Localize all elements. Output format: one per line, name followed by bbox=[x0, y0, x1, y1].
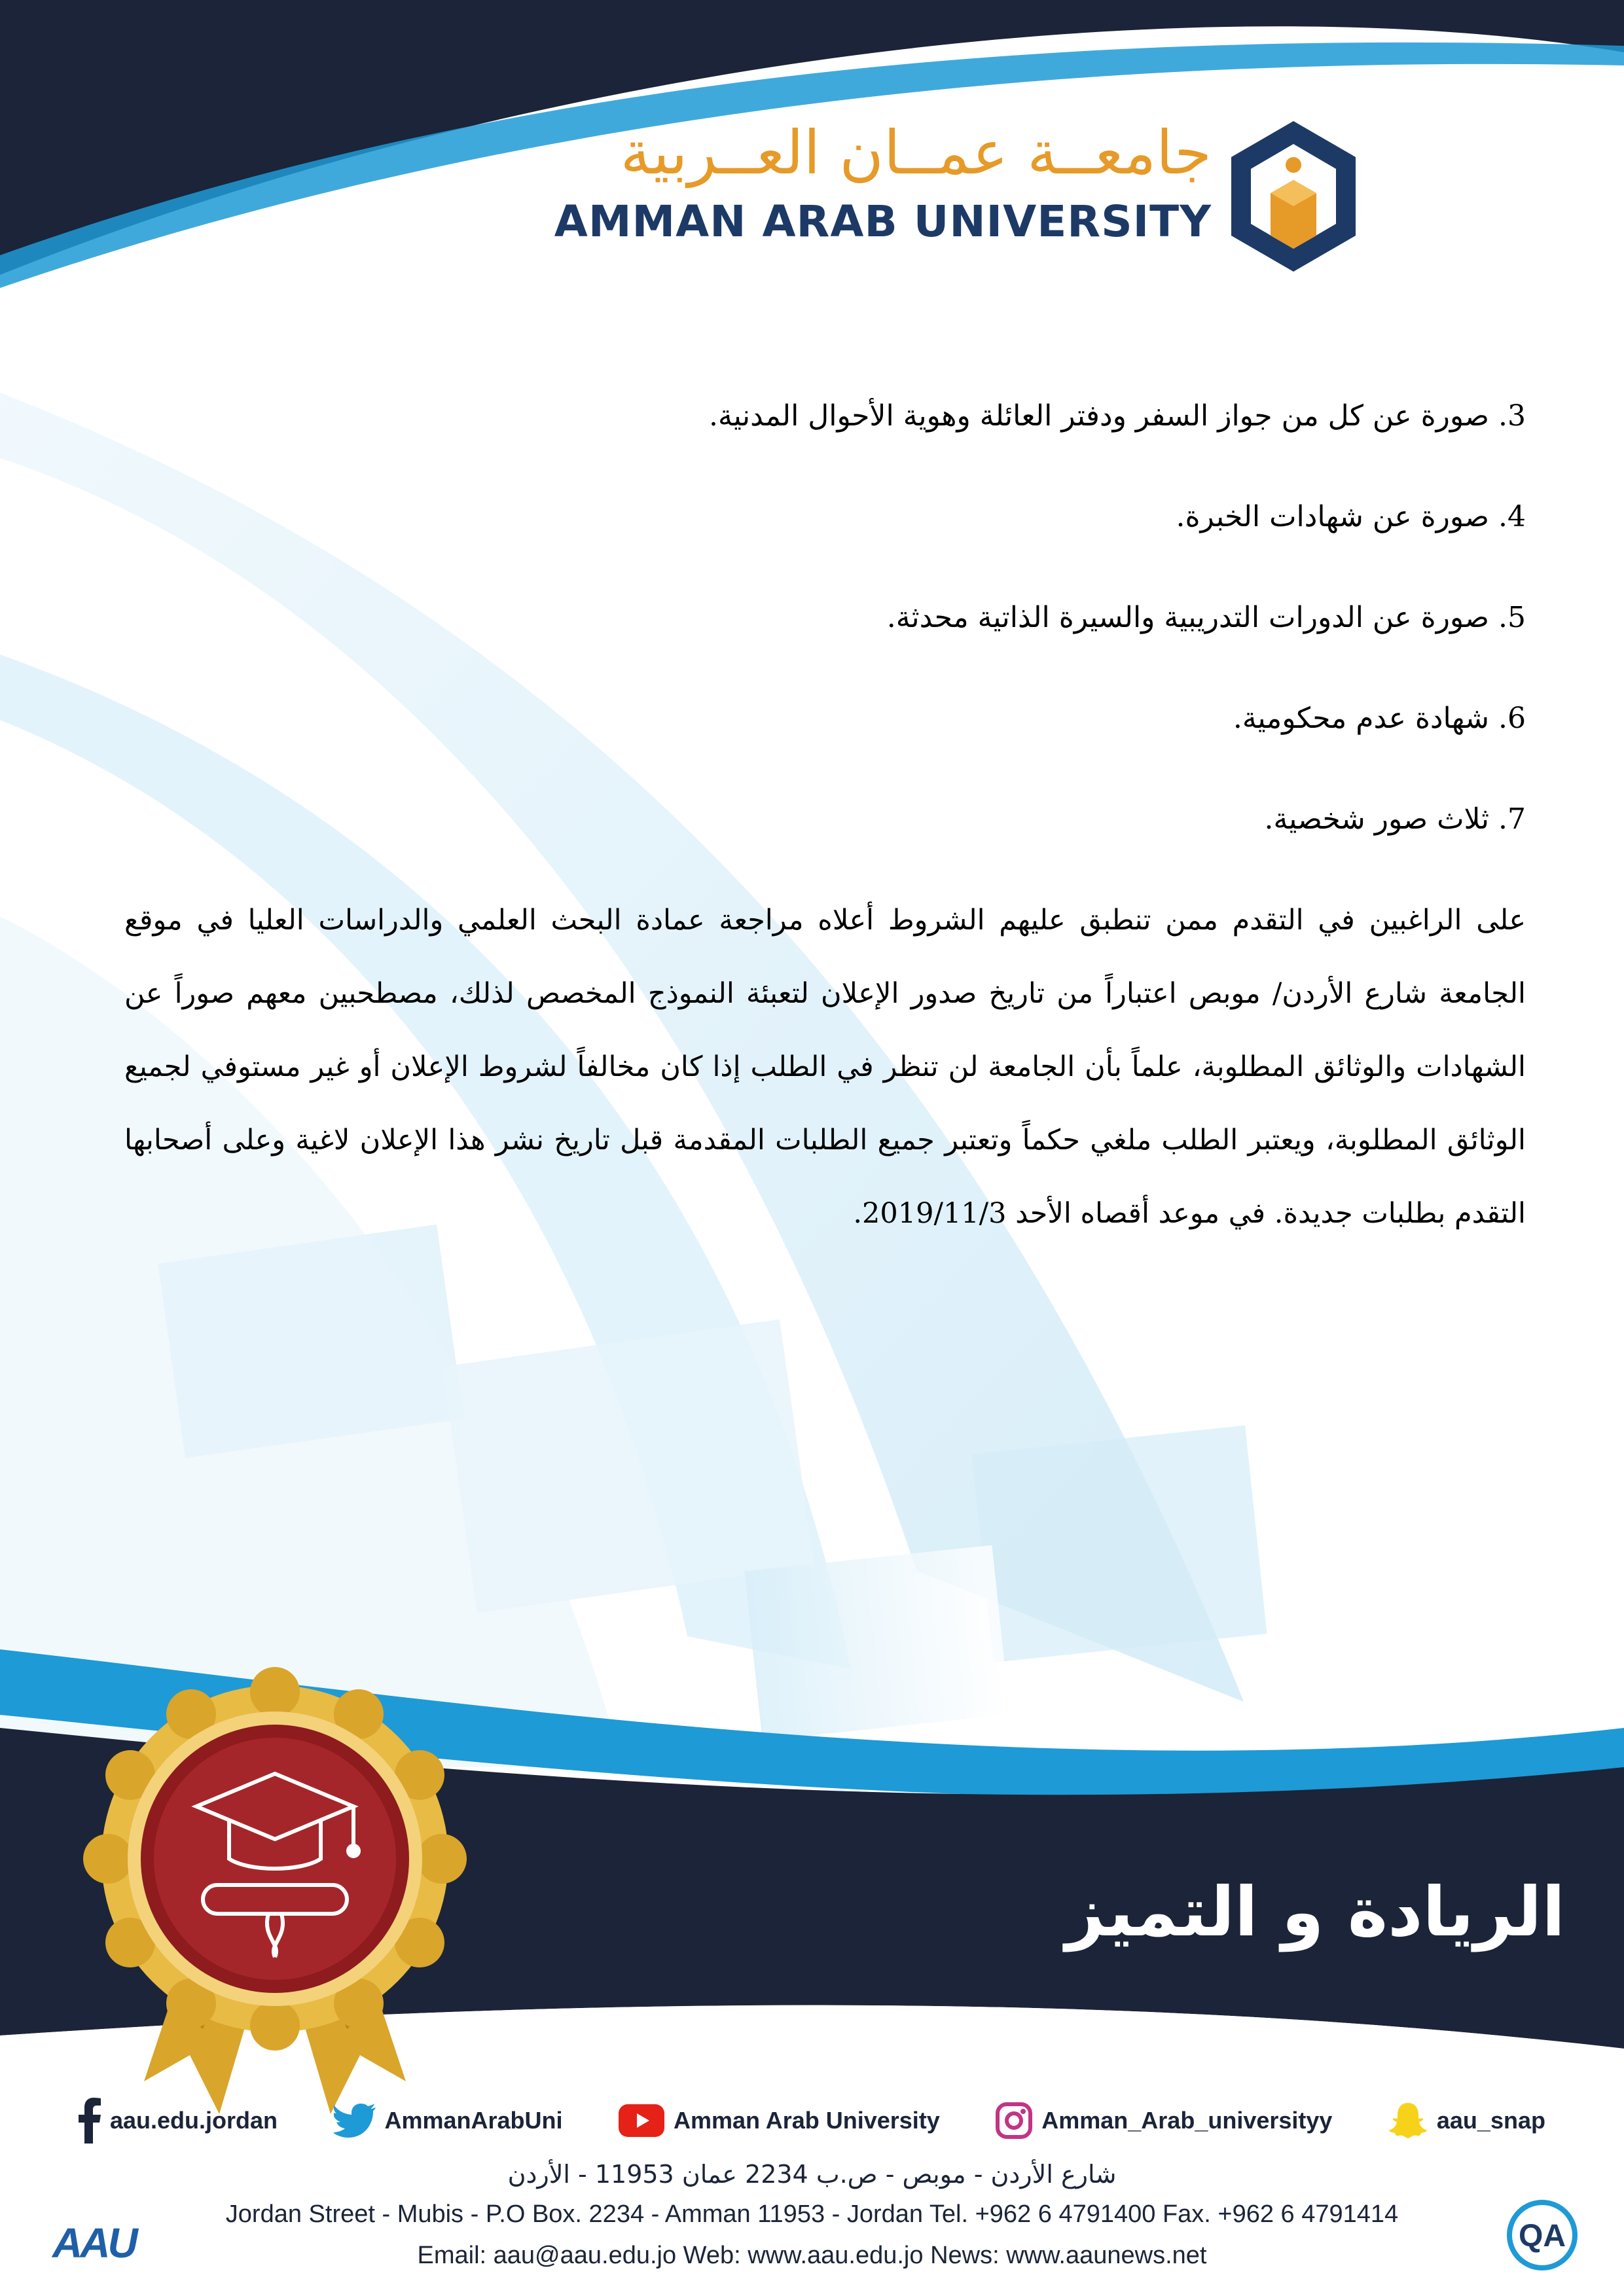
snapchat-link[interactable] bbox=[1388, 2102, 1545, 2140]
twitter-link[interactable] bbox=[334, 2104, 563, 2138]
university-name-arabic: جامعــة عمــان العــربية bbox=[620, 118, 1212, 188]
list-item: 4. صورة عن شهادات الخبرة. bbox=[1176, 500, 1526, 533]
contact-info: Email: aau@aau.edu.jo Web: www.aau.edu.jo News: www.aaunews.net bbox=[417, 2242, 1207, 2269]
facebook-handle: aau.edu.jordan bbox=[110, 2107, 278, 2134]
list-item: 5. صورة عن الدورات التدريبية والسيرة الذاتية محدثة. bbox=[886, 601, 1526, 634]
list-item: 7. ثلاث صور شخصية. bbox=[1264, 802, 1526, 836]
instagram-handle: Amman_Arab_universityy bbox=[1041, 2107, 1333, 2134]
slogan: الريادة و التميز bbox=[1065, 1872, 1565, 1952]
announcement-body bbox=[124, 393, 1526, 1250]
aau-logo: AAU bbox=[52, 2219, 135, 2267]
list-item: 6. شهادة عدم محكومية. bbox=[1233, 702, 1526, 735]
facebook-link[interactable] bbox=[79, 2098, 278, 2144]
snapchat-handle: aau_snap bbox=[1436, 2107, 1545, 2134]
youtube-icon bbox=[619, 2104, 664, 2137]
twitter-icon bbox=[334, 2104, 376, 2138]
announcement-paragraph: على الراغبين في التقدم ممن تنطبق عليهم الشروط أعلاه مراجعة عمادة البحث العلمي والدراسات العليا في موقع الجامعة شارع الأردن/ موبص اعتباراً من تاريخ صدور الإعلان لتعبئة النموذج المخصص لذلك، مصطحبين معهم صوراً عن الشهادات والوثائق المطلوبة، علماً بأن الجامعة لن تنظر في الطلب إذا كان مخالفاً لشروط الإعلان أو غير مستوفي لجميع الوثائق المطلوبة، ويعتبر الطلب ملغي حكماً وتعتبر جميع الطلبات المقدمة قبل تاريخ نشر هذا الإعلان لاغية وعلى أصحابها التقدم بطلبات جديدة. في موعد أقصاه الأحد 2019/11/3. bbox=[124, 904, 1526, 1230]
twitter-handle: AmmanArabUni bbox=[384, 2107, 563, 2134]
instagram-icon bbox=[996, 2102, 1032, 2139]
social-links bbox=[79, 2094, 1545, 2147]
graduation-medal-icon bbox=[79, 1662, 471, 2134]
footer-address bbox=[0, 2160, 1624, 2270]
list-item: 3. صورة عن كل من جواز السفر ودفتر العائلة وهوية الأحوال المدنية. bbox=[709, 399, 1526, 433]
youtube-channel: Amman Arab University bbox=[674, 2107, 940, 2134]
instagram-link[interactable] bbox=[996, 2102, 1332, 2139]
facebook-icon bbox=[79, 2098, 101, 2144]
address-arabic: شارع الأردن - موبص - ص.ب 2234 عمان 11953 - الأردن bbox=[507, 2160, 1117, 2189]
qa-logo-text: QA bbox=[1519, 2219, 1566, 2253]
university-name-english: AMMAN ARAB UNIVERSITY bbox=[554, 196, 1212, 247]
university-logo bbox=[524, 118, 1362, 288]
university-emblem-icon bbox=[1225, 118, 1362, 275]
youtube-link[interactable] bbox=[619, 2104, 940, 2137]
qa-logo-icon bbox=[1506, 2199, 1585, 2271]
address-english: Jordan Street - Mubis - P.O Box. 2234 - Amman 11953 - Jordan Tel. +962 6 4791400 Fax. +962 6 4791414 bbox=[225, 2200, 1399, 2228]
snapchat-icon bbox=[1388, 2102, 1428, 2140]
